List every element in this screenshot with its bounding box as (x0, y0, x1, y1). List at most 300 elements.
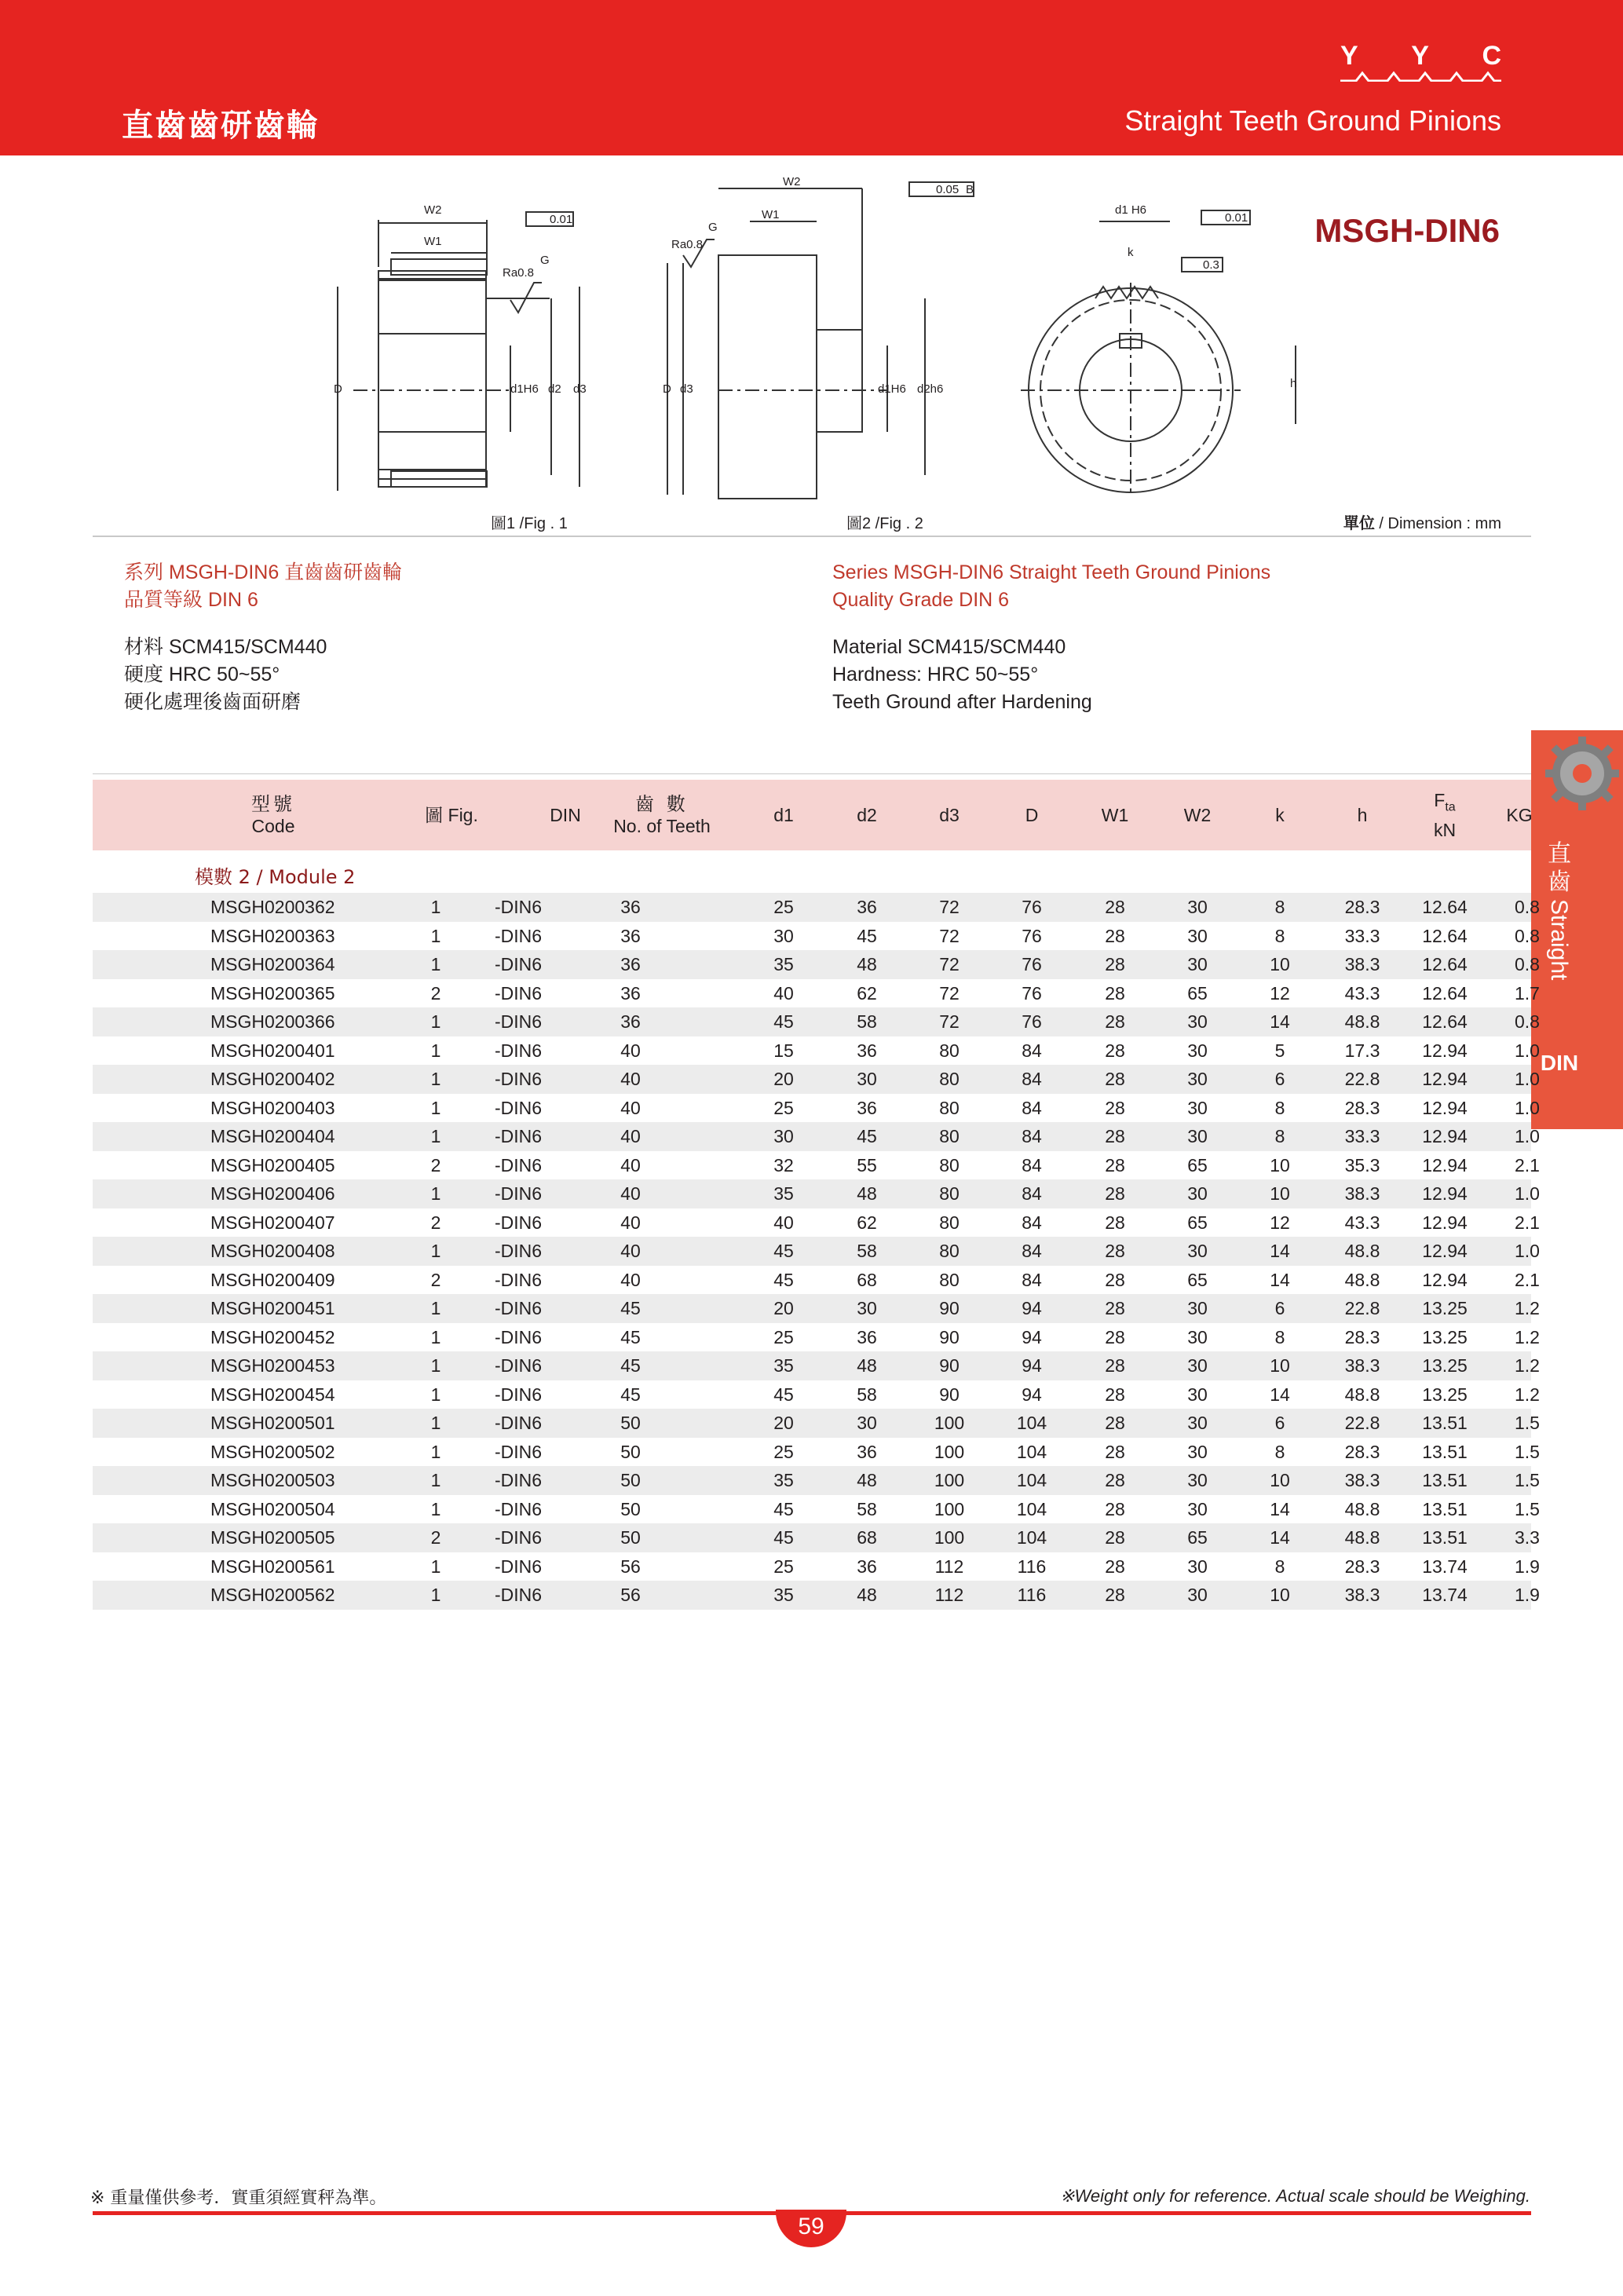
table-cell: 1.7 (1515, 982, 1540, 1004)
table-cell: 112 (934, 1556, 964, 1577)
spec-cn (124, 559, 402, 716)
table-cell: 84 (1022, 1097, 1042, 1118)
table-cell: MSGH0200504 (210, 1498, 335, 1519)
table-cell: 14 (1270, 1498, 1290, 1519)
table-row (93, 922, 1540, 951)
table-cell: 28.3 (1344, 1097, 1380, 1118)
table-cell: 43.3 (1344, 1212, 1380, 1233)
table-cell: 35 (773, 954, 794, 974)
table-cell: 116 (1017, 1556, 1047, 1577)
table-row (93, 1581, 1540, 1610)
table-cell: 28 (1105, 1212, 1125, 1233)
table-cell: 1.5 (1515, 1413, 1540, 1433)
table-cell: 30 (1187, 1470, 1208, 1490)
table-cell: 38.3 (1344, 1355, 1380, 1376)
table-cell: MSGH0200406 (210, 1183, 335, 1204)
table-cell: 50 (620, 1527, 641, 1548)
table-cell: 40 (620, 1097, 641, 1118)
table-cell: 56 (620, 1556, 641, 1577)
table-cell: 12 (1270, 982, 1290, 1004)
table-cell: 28.3 (1344, 1556, 1380, 1577)
table-cell: -DIN6 (494, 1126, 543, 1146)
table-cell: 30 (857, 1069, 877, 1089)
table-cell: 10 (1270, 954, 1290, 974)
footnote-cn: ※ 重量僅供參考．實重須經實秤為準。 (90, 2188, 387, 2208)
table-cell: 1 (430, 1585, 441, 1605)
table-cell: MSGH0200501 (210, 1413, 335, 1433)
table-cell: -DIN6 (494, 982, 543, 1004)
table-cell: 48 (857, 954, 877, 974)
col-w2: W2 (1183, 805, 1212, 825)
table-cell: 28.3 (1344, 1441, 1380, 1462)
table-cell: 28 (1105, 1269, 1125, 1290)
brand-letter-1: Y (1340, 41, 1358, 71)
table-cell: MSGH0200407 (210, 1212, 335, 1233)
table-cell: 28 (1105, 1585, 1125, 1605)
table-cell: 13.25 (1422, 1298, 1468, 1318)
hardness-en: Hardness: HRC 50~55° (832, 664, 1039, 686)
table-cell: 1.2 (1515, 1355, 1540, 1376)
table-cell: 1 (430, 1126, 441, 1146)
table-cell: -DIN6 (494, 1069, 543, 1089)
table-cell: 84 (1022, 1154, 1042, 1175)
table-cell: 13.25 (1422, 1384, 1468, 1405)
table-cell: 36 (857, 1441, 877, 1462)
table-cell: 48.8 (1344, 1269, 1380, 1290)
table-cell: 48 (857, 1355, 877, 1376)
table-cell: 84 (1022, 1040, 1042, 1061)
table-cell: 14 (1270, 1011, 1290, 1032)
label-ra-fig1: Ra0.8 (503, 266, 535, 280)
table-cell: 1 (430, 1097, 441, 1118)
table-cell: MSGH0200402 (210, 1069, 335, 1089)
table-row (93, 1151, 1540, 1180)
label-ra-fig2: Ra0.8 (671, 238, 704, 251)
table-cell: 1.5 (1515, 1498, 1540, 1519)
table-cell: 35 (773, 1585, 794, 1605)
process-en: Teeth Ground after Hardening (832, 691, 1092, 713)
table-cell: 25 (773, 1441, 794, 1462)
table-cell: 50 (620, 1470, 641, 1490)
table-cell: 30 (857, 1298, 877, 1318)
fig3-drawing (1021, 210, 1296, 495)
table-cell: 13.51 (1422, 1498, 1468, 1519)
table-cell: MSGH0200452 (210, 1326, 335, 1347)
table-cell: 30 (1187, 1183, 1208, 1204)
table-cell: 30 (1187, 897, 1208, 917)
table-cell: 28 (1105, 1040, 1125, 1061)
table-cell: MSGH0200404 (210, 1126, 335, 1146)
table-cell: 28 (1105, 1298, 1125, 1318)
table-cell: 72 (939, 954, 960, 974)
table-cell: 2 (430, 1154, 441, 1175)
table-cell: -DIN6 (494, 1011, 543, 1032)
table-cell: 1 (430, 1183, 441, 1204)
col-code (210, 780, 336, 850)
table-cell: 1 (430, 1040, 441, 1061)
table-cell: 20 (773, 1413, 794, 1433)
table-cell: 28 (1105, 1326, 1125, 1347)
table-row (93, 1523, 1540, 1552)
table-cell: 94 (1022, 1326, 1042, 1347)
label-d2-fig1: d2 (548, 382, 561, 396)
table-cell: MSGH0200409 (210, 1269, 335, 1290)
col-d1: d1 (773, 805, 794, 825)
col-fta-f: F (1434, 790, 1446, 811)
table-cell: 0.8 (1515, 1011, 1540, 1032)
table-cell: 28 (1105, 1011, 1125, 1032)
page-number: 59 (776, 2210, 846, 2247)
table-cell: 40 (620, 1269, 641, 1290)
table-cell: 50 (620, 1498, 641, 1519)
table-cell: 28 (1105, 954, 1125, 974)
table-cell: MSGH0200505 (210, 1527, 335, 1548)
table-cell: -DIN6 (494, 1326, 543, 1347)
label-w1-fig1: W1 (424, 235, 442, 248)
grade-en: Quality Grade DIN 6 (832, 589, 1010, 611)
table-cell: 10 (1270, 1154, 1290, 1175)
table-cell: 1.0 (1515, 1241, 1540, 1261)
label-d1h6-fig3: d1 H6 (1115, 203, 1147, 217)
module-label: 模數 2 / Module 2 (195, 866, 356, 888)
table-cell: 28 (1105, 1498, 1125, 1519)
table-cell: 17.3 (1344, 1040, 1380, 1061)
table-cell: 28 (1105, 1384, 1125, 1405)
table-cell: 104 (1016, 1470, 1047, 1490)
table-cell: 55 (857, 1154, 877, 1175)
table-cell: -DIN6 (494, 897, 543, 917)
table-cell: 104 (1016, 1527, 1047, 1548)
table-cell: 45 (773, 1384, 794, 1405)
table-cell: 80 (939, 1126, 960, 1146)
table-cell: 80 (939, 1269, 960, 1290)
table-cell: 22.8 (1344, 1413, 1380, 1433)
table-cell: 28 (1105, 1154, 1125, 1175)
table-cell: 45 (773, 1011, 794, 1032)
table-cell: 1 (430, 1413, 441, 1433)
table-cell: 0.8 (1515, 925, 1540, 946)
table-cell: 10 (1270, 1355, 1290, 1376)
table-cell: 104 (1016, 1441, 1047, 1462)
table-cell: 90 (939, 1326, 960, 1347)
material-en: Material SCM415/SCM440 (832, 636, 1066, 658)
table-cell: -DIN6 (494, 1040, 543, 1061)
hardness-cn: 硬度 HRC 50~55° (124, 664, 280, 686)
table-cell: -DIN6 (494, 1212, 543, 1233)
table-cell: 8 (1274, 897, 1285, 917)
label-w2-fig1: W2 (424, 203, 442, 217)
table-cell: 48 (857, 1183, 877, 1204)
table-cell: 30 (1187, 1326, 1208, 1347)
table-cell: 36 (857, 1097, 877, 1118)
table-cell: 38.3 (1344, 1585, 1380, 1605)
table-cell: 40 (620, 1212, 641, 1233)
table-cell: 100 (934, 1498, 965, 1519)
table-row (93, 1409, 1540, 1438)
table-row (93, 950, 1540, 979)
module-row (93, 850, 1531, 893)
table-cell: 1 (430, 1470, 441, 1490)
table-cell: 45 (620, 1384, 641, 1405)
table-cell: 14 (1270, 1269, 1290, 1290)
table-cell: 1.0 (1515, 1126, 1540, 1146)
table-cell: 38.3 (1344, 1183, 1380, 1204)
table-cell: 5 (1274, 1040, 1285, 1061)
table-cell: 1 (430, 1355, 441, 1376)
table-cell: 13.25 (1422, 1355, 1468, 1376)
model-title: MSGH-DIN6 (1314, 212, 1500, 249)
unit-en: / Dimension : mm (1374, 515, 1501, 532)
table-cell: 28 (1105, 1355, 1125, 1376)
label-d3-fig2: d3 (680, 382, 693, 396)
table-row (93, 1495, 1540, 1524)
page-title-en: Straight Teeth Ground Pinions (1124, 104, 1501, 137)
table-cell: 84 (1022, 1269, 1042, 1290)
col-fta-unit: kN (1433, 819, 1457, 840)
table-cell: 84 (1022, 1126, 1042, 1146)
table-cell: -DIN6 (494, 1470, 543, 1490)
table-cell: 104 (1016, 1413, 1047, 1433)
col-teeth-en: No. of Teeth (613, 816, 711, 836)
table-cell: MSGH0200561 (210, 1556, 335, 1577)
spec-table (93, 780, 1540, 1610)
table-cell: 30 (1187, 1413, 1208, 1433)
table-cell: MSGH0200366 (210, 1011, 335, 1032)
table-cell: 35 (773, 1355, 794, 1376)
table-cell: 12.94 (1422, 1269, 1468, 1290)
table-cell: 1 (430, 925, 441, 946)
series-cn: 系列 MSGH-DIN6 直齒齒研齒輪 (124, 561, 403, 583)
table-cell: 48.8 (1344, 1011, 1380, 1032)
table-cell: 38.3 (1344, 954, 1380, 974)
table-cell: 30 (1187, 925, 1208, 946)
table-cell: 100 (934, 1470, 965, 1490)
table-cell: 48 (857, 1585, 877, 1605)
table-cell: 22.8 (1344, 1298, 1380, 1318)
table-cell: 40 (620, 1183, 641, 1204)
table-cell: 2.1 (1515, 1269, 1540, 1290)
table-cell: 3.3 (1515, 1527, 1540, 1548)
table-cell: 2.1 (1515, 1212, 1540, 1233)
table-cell: 58 (857, 1498, 877, 1519)
table-cell: 10 (1270, 1585, 1290, 1605)
table-cell: -DIN6 (494, 1298, 543, 1318)
table-cell: 76 (1022, 1011, 1042, 1032)
table-cell: 0.8 (1515, 897, 1540, 917)
table-cell: 45 (773, 1498, 794, 1519)
table-cell: 1 (430, 1298, 441, 1318)
table-cell: MSGH0200363 (210, 925, 335, 946)
table-cell: 13.51 (1422, 1470, 1468, 1490)
material-cn: 材料 SCM415/SCM440 (124, 636, 327, 658)
table-cell: 1 (430, 1498, 441, 1519)
table-cell: 28 (1105, 1183, 1125, 1204)
col-d2: d2 (857, 805, 877, 825)
table-cell: 25 (773, 1097, 794, 1118)
table-cell: 30 (773, 925, 794, 946)
col-kg: KG (1506, 805, 1533, 825)
table-cell: 12.64 (1422, 954, 1468, 974)
table-cell: 94 (1022, 1298, 1042, 1318)
side-tab-din: DIN (1540, 1051, 1579, 1075)
label-sym-fig3: 0.3 (1203, 258, 1219, 272)
table-cell: 104 (1016, 1498, 1047, 1519)
table-row (93, 1323, 1540, 1352)
table-cell: -DIN6 (494, 1556, 543, 1577)
table-cell: 12.64 (1422, 1011, 1468, 1032)
table-cell: 76 (1022, 897, 1042, 917)
table-cell: 100 (934, 1413, 965, 1433)
divider-top (93, 536, 1531, 537)
table-cell: 6 (1274, 1298, 1285, 1318)
table-cell: MSGH0200454 (210, 1384, 335, 1405)
table-cell: 84 (1022, 1069, 1042, 1089)
table-cell: 2 (430, 982, 441, 1004)
table-cell: 15 (773, 1040, 794, 1061)
col-teeth-cn: 齒 數 (635, 793, 689, 815)
table-row (93, 1094, 1540, 1123)
table-cell: 1.5 (1515, 1470, 1540, 1490)
table-cell: 40 (620, 1040, 641, 1061)
table-cell: MSGH0200362 (210, 897, 335, 917)
col-teeth (564, 780, 760, 850)
table-cell: 1.2 (1515, 1384, 1540, 1405)
table-cell: 30 (857, 1413, 877, 1433)
table-cell: 20 (773, 1069, 794, 1089)
brand-letter-2: Y (1411, 41, 1429, 71)
table-cell: -DIN6 (494, 1413, 543, 1433)
table-cell: 90 (939, 1384, 960, 1405)
table-cell: 65 (1187, 982, 1208, 1004)
table-cell: MSGH0200364 (210, 954, 335, 974)
table-cell: 45 (773, 1241, 794, 1261)
table-cell: 94 (1022, 1355, 1042, 1376)
table-cell: 1.2 (1515, 1326, 1540, 1347)
table-cell: 36 (857, 1326, 877, 1347)
table-cell: 25 (773, 1326, 794, 1347)
table-cell: 1 (430, 897, 441, 917)
table-cell: 1 (430, 1069, 441, 1089)
table-cell: 6 (1274, 1069, 1285, 1089)
table-cell: 25 (773, 1556, 794, 1577)
label-w2-fig2: W2 (783, 175, 801, 188)
table-cell: 1.0 (1515, 1069, 1540, 1089)
table-cell: 1.0 (1515, 1097, 1540, 1118)
table-cell: 14 (1270, 1241, 1290, 1261)
table-cell: 28.3 (1344, 897, 1380, 917)
label-tol-fig3: 0.01 (1225, 211, 1248, 225)
table-cell: 25 (773, 897, 794, 917)
table-cell: 112 (934, 1585, 964, 1605)
table-cell: 28 (1105, 1126, 1125, 1146)
dimension-unit (1343, 510, 1501, 533)
table-cell: 90 (939, 1355, 960, 1376)
table-cell: 28 (1105, 982, 1125, 1004)
table-cell: 30 (1187, 954, 1208, 974)
table-cell: 36 (857, 1040, 877, 1061)
table-cell: 28 (1105, 1069, 1125, 1089)
series-en: Series MSGH-DIN6 Straight Teeth Ground Pinions (832, 561, 1271, 583)
table-row (93, 893, 1540, 922)
table-cell: 8 (1274, 1556, 1285, 1577)
col-fta-label (1434, 789, 1455, 819)
table-cell: 28 (1105, 925, 1125, 946)
label-d2h6-fig2: d2h6 (917, 382, 944, 396)
table-cell: 1.9 (1515, 1585, 1540, 1605)
table-cell: 0.8 (1515, 954, 1540, 974)
table-cell: 40 (620, 1154, 641, 1175)
table-cell: MSGH0200503 (210, 1470, 335, 1490)
table-header (93, 780, 1531, 850)
table-cell: -DIN6 (494, 1097, 543, 1118)
table-cell: 8 (1274, 1441, 1285, 1462)
table-cell: 1 (430, 1441, 441, 1462)
table-cell: 36 (857, 897, 877, 917)
table-cell: -DIN6 (494, 1527, 543, 1548)
table-cell: 12 (1270, 1212, 1290, 1233)
table-cell: 30 (1187, 1441, 1208, 1462)
table-cell: 35.3 (1344, 1154, 1380, 1175)
label-tol-fig1: 0.01 (550, 213, 573, 226)
table-cell: 10 (1270, 1470, 1290, 1490)
table-cell: -DIN6 (494, 1498, 543, 1519)
table-cell: 2.1 (1515, 1154, 1540, 1175)
side-tab-cn: 直齒 (1548, 840, 1571, 896)
table-cell: MSGH0200453 (210, 1355, 335, 1376)
table-cell: 12.94 (1422, 1241, 1468, 1261)
table-row (93, 1122, 1540, 1151)
table-cell: 28 (1105, 1527, 1125, 1548)
table-cell: 36 (857, 1556, 877, 1577)
table-cell: 80 (939, 1040, 960, 1061)
table-cell: 72 (939, 897, 960, 917)
table-cell: 28 (1105, 1097, 1125, 1118)
col-d3: d3 (939, 805, 960, 825)
table-cell: 48.8 (1344, 1527, 1380, 1548)
table-cell: 8 (1274, 1126, 1285, 1146)
table-cell: 43.3 (1344, 982, 1380, 1004)
table-cell: 58 (857, 1241, 877, 1261)
table-cell: 45 (620, 1326, 641, 1347)
table-cell: 72 (939, 982, 960, 1004)
table-cell: 65 (1187, 1527, 1208, 1548)
table-row (93, 1438, 1540, 1467)
table-cell: 28 (1105, 897, 1125, 917)
table-cell: 40 (620, 1069, 641, 1089)
side-tab-en: Straight (1546, 899, 1572, 981)
table-cell: 36 (620, 925, 641, 946)
table-cell: 68 (857, 1527, 877, 1548)
divider-table (93, 773, 1531, 774)
table-cell: 30 (1187, 1069, 1208, 1089)
col-code-cn: 型號 (251, 793, 295, 815)
table-cell: 1 (430, 954, 441, 974)
footnote-en: ※Weight only for reference. Actual scale should be Weighing. (1060, 2186, 1530, 2206)
col-D: D (1025, 805, 1039, 825)
label-g-fig2: G (708, 221, 718, 234)
table-row (93, 1380, 1540, 1409)
table-cell: 45 (773, 1269, 794, 1290)
table-cell: -DIN6 (494, 1384, 543, 1405)
table-cell: 50 (620, 1413, 641, 1433)
table-cell: 12.64 (1422, 897, 1468, 917)
table-cell: 30 (1187, 1355, 1208, 1376)
table-cell: -DIN6 (494, 954, 543, 974)
table-cell: 33.3 (1344, 925, 1380, 946)
table-cell: 72 (939, 925, 960, 946)
table-cell: MSGH0200408 (210, 1241, 335, 1261)
table-cell: 28 (1105, 1556, 1125, 1577)
